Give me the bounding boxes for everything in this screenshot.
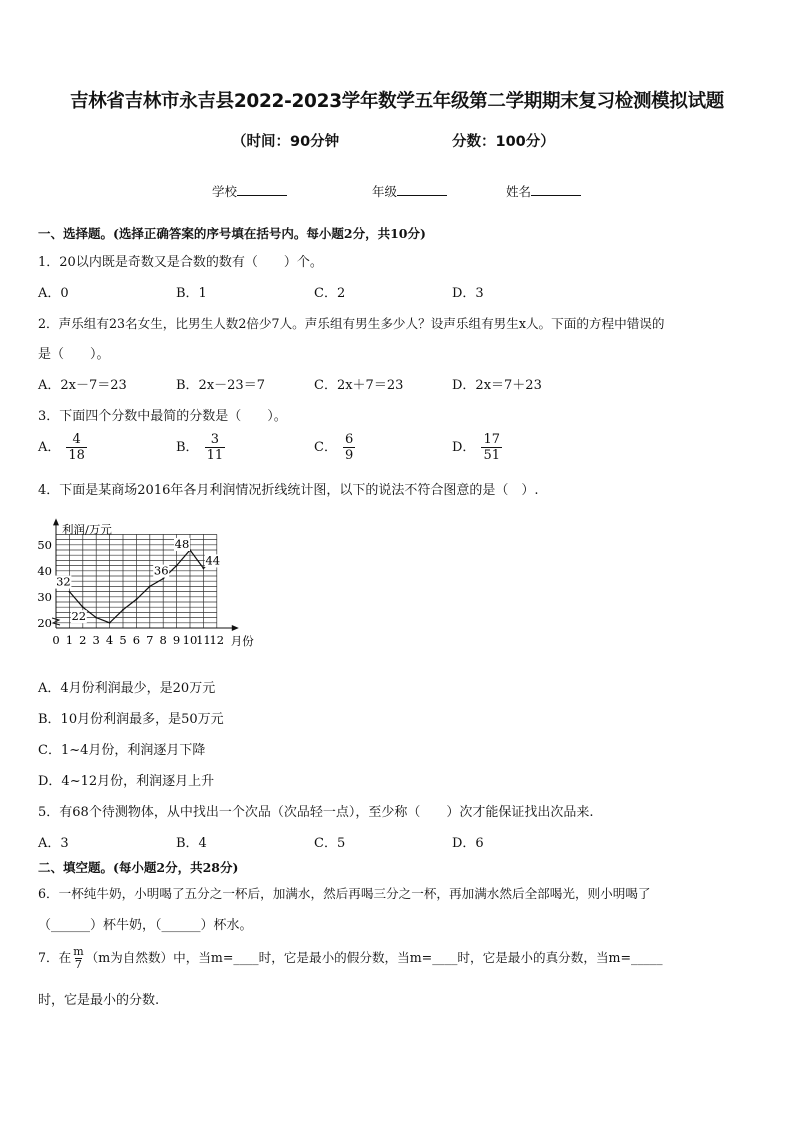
question-6-line2: （______）杯牛奶，（______）杯水。	[38, 918, 253, 933]
data-point	[162, 578, 164, 580]
q5-option-c: C．5	[314, 836, 346, 851]
q5-option-a: A．3	[38, 836, 69, 851]
y-tick-label: 50	[37, 537, 52, 552]
data-label: 44	[205, 553, 221, 568]
data-label: 32	[56, 574, 71, 589]
x-tick-label: 6	[132, 633, 141, 647]
question-7-line1	[38, 946, 663, 971]
q3-option-c	[314, 432, 355, 463]
x-tick-label: 3	[92, 633, 100, 647]
school-label: 学校	[212, 184, 238, 199]
x-tick-label: 9	[172, 633, 181, 647]
data-label: 48	[174, 537, 190, 551]
data-point	[203, 567, 205, 569]
q4-option-c: C．1~4月份，利润逐月下降	[38, 743, 206, 758]
q1-option-a: A．0	[38, 286, 69, 301]
y-tick-label: 30	[37, 589, 52, 604]
data-point	[82, 606, 84, 608]
x-tick-label: 4	[105, 633, 114, 647]
question-4: 4．下面是某商场2016年各月利润情况折线统计图，以下的说法不符合图意的是（ ）.	[38, 483, 539, 498]
q1-option-c: C．2	[314, 286, 346, 301]
score-label: 分数：100分）	[452, 134, 555, 150]
q4-option-a: A．4月份利润最少，是20万元	[38, 681, 216, 696]
question-7-line2: 时，它是最小的分数.	[38, 993, 160, 1008]
fraction-numerator: 17	[483, 432, 500, 447]
q2-option-c: C．2x＋7＝23	[314, 378, 404, 393]
q2-option-a: A．2x－7＝23	[38, 378, 127, 393]
x-tick-label: 1	[65, 633, 74, 647]
question-6-line1: 6．一杯纯牛奶，小明喝了五分之一杯后，加满水，然后再喝三分之一杯，再加满水然后全部喝光，则小明喝了	[38, 886, 651, 901]
page-title: 吉林省吉林市永吉县2022-2023学年数学五年级第二学期期末复习检测模拟试题	[70, 91, 724, 112]
grade-field	[372, 182, 447, 200]
x-tick-label: 11	[196, 633, 211, 647]
x-tick-label: 7	[146, 633, 154, 647]
question-1: 1．20以内既是奇数又是合数的数有（ ）个。	[38, 255, 323, 270]
grade-blank	[397, 183, 447, 196]
x-tick-label: 12	[209, 633, 225, 647]
question-5: 5．有68个待测物体，从中找出一个次品（次品轻一点），至少称（ ）次才能保证找出次品来.	[38, 805, 594, 820]
q3-option-c-fraction	[343, 432, 355, 463]
data-point	[109, 622, 111, 624]
data-point	[136, 599, 138, 601]
time-label: （时间：90分钟	[232, 134, 340, 150]
name-field	[506, 182, 581, 200]
fraction-denominator: 11	[206, 448, 224, 463]
question-2-line2: 是（ ）。	[38, 347, 110, 362]
question-3: 3．下面四个分数中最简的分数是（ ）。	[38, 409, 287, 424]
q3-option-d-label: D．	[452, 440, 476, 455]
x-axis-arrow	[232, 625, 239, 631]
fraction-numerator: 3	[210, 432, 219, 447]
y-tick-label: 20	[37, 615, 52, 630]
q3-option-b-fraction	[205, 432, 226, 463]
q7-fraction	[73, 946, 83, 971]
fraction-numerator: m	[73, 945, 84, 958]
fraction-denominator: 7	[74, 958, 82, 971]
fraction-numerator: 4	[72, 432, 81, 447]
q2-option-d: D．2x＝7＋23	[452, 378, 542, 393]
x-tick-label: 8	[159, 633, 167, 647]
q7-rest: （m为自然数）中，当m=____时，它是最小的假分数，当m=____时，它是最小的真分数，当m=_____	[85, 950, 663, 965]
q3-option-d-fraction	[481, 432, 502, 463]
q3-option-a-fraction	[66, 432, 87, 463]
data-point	[95, 617, 97, 619]
data-point	[149, 586, 151, 588]
q3-option-d	[452, 432, 502, 463]
q3-option-a	[38, 432, 87, 463]
x-tick-label: 5	[119, 633, 127, 647]
q4-option-b: B．10月份利润最多，是50万元	[38, 712, 224, 727]
x-tick-label: 10	[182, 633, 198, 647]
y-axis-arrow	[53, 518, 59, 525]
q5-option-d: D．6	[452, 836, 484, 851]
fraction-numerator: 6	[344, 432, 354, 447]
data-label: 22	[71, 609, 87, 624]
q2-option-b: B．2x－23＝7	[176, 378, 265, 393]
section-fill-title: 二、填空题。(每小题2分，共28分)	[38, 860, 239, 875]
name-blank	[531, 183, 581, 196]
q7-prefix: 7．在	[38, 950, 72, 965]
y-tick-label: 40	[37, 563, 52, 578]
q1-option-d: D．3	[452, 286, 484, 301]
question-2-line1: 2．声乐组有23名女生，比男生人数2倍少7人。声乐组有男生多少人？设声乐组有男生x人。下面的方程中错误的	[38, 316, 665, 331]
name-label: 姓名	[506, 184, 532, 199]
data-point	[122, 609, 124, 611]
q3-option-a-label: A．	[38, 440, 61, 455]
data-label: 36	[153, 563, 169, 578]
q3-option-c-label: C．	[314, 440, 337, 455]
fraction-denominator: 18	[68, 448, 85, 463]
school-field	[212, 182, 287, 200]
x-tick-label: 0	[52, 633, 60, 647]
school-blank	[237, 183, 287, 196]
data-point	[69, 591, 71, 593]
section-choice-title: 一、选择题。(选择正确答案的序号填在括号内。每小题2分，共10分)	[38, 226, 426, 241]
fraction-denominator: 9	[344, 448, 354, 463]
grade-label: 年级	[372, 184, 398, 199]
profit-line-chart	[37, 503, 290, 663]
axis-break	[52, 618, 60, 625]
x-tick-label: 2	[79, 633, 87, 647]
q4-option-d: D．4~12月份，利润逐月上升	[38, 774, 215, 789]
q3-option-b-label: B．	[176, 440, 199, 455]
y-axis-label: 利润/万元	[62, 522, 112, 537]
q5-option-b: B．4	[176, 836, 207, 851]
x-axis-label: 月份	[230, 634, 254, 648]
q3-option-b	[176, 432, 225, 463]
q1-option-b: B．1	[176, 286, 207, 301]
fraction-denominator: 51	[483, 448, 500, 463]
data-point	[176, 565, 178, 567]
